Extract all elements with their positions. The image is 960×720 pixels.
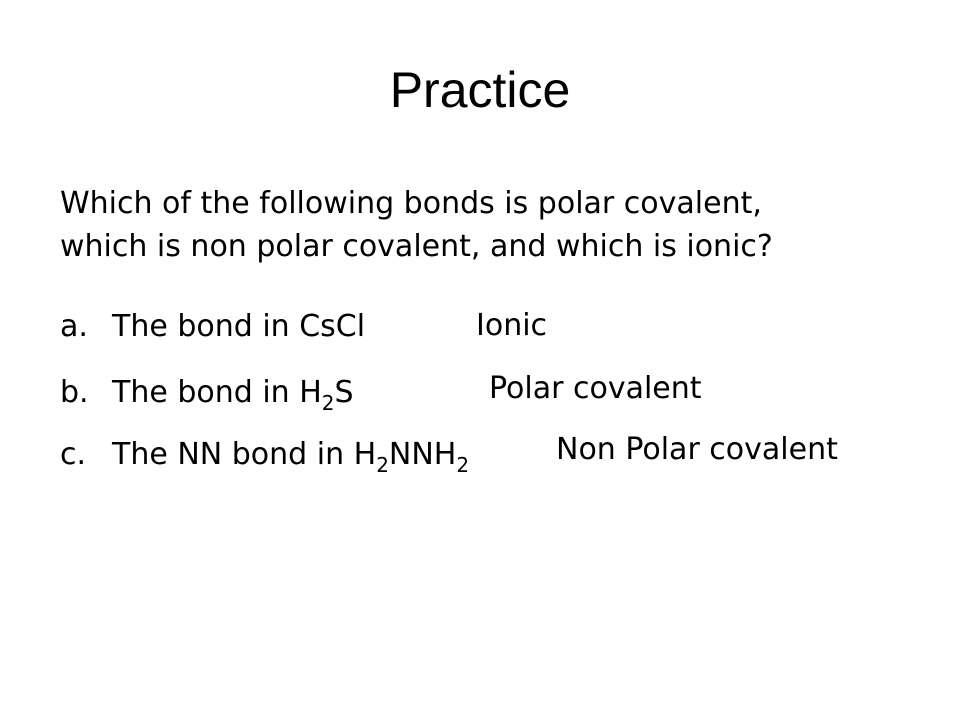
option-c-text: The NN bond in H bbox=[112, 437, 377, 472]
question-line-1: Which of the following bonds is polar covalent, bbox=[60, 186, 762, 221]
question-line-2: which is non polar covalent, and which is ionic? bbox=[60, 229, 773, 264]
answer-b: Polar covalent bbox=[489, 371, 702, 406]
option-b-letter: b. bbox=[60, 375, 89, 410]
option-a-letter: a. bbox=[60, 309, 88, 344]
option-c-letter: c. bbox=[60, 437, 87, 472]
slide-title: Practice bbox=[389, 62, 571, 118]
option-b-text-after: S bbox=[334, 375, 354, 410]
option-c bbox=[60, 436, 469, 476]
answer-a: Ionic bbox=[476, 308, 548, 343]
option-c-subscript-1: 2 bbox=[376, 453, 389, 477]
option-a bbox=[60, 308, 365, 346]
option-c-subscript-2: 2 bbox=[456, 453, 470, 477]
option-b bbox=[60, 374, 354, 414]
answer-c: Non Polar covalent bbox=[556, 432, 838, 467]
option-b-text: The bond in H bbox=[112, 375, 322, 410]
option-a-text: The bond in CsCl bbox=[112, 309, 366, 344]
option-b-subscript: 2 bbox=[321, 391, 335, 415]
question-text bbox=[60, 182, 920, 268]
option-c-text-mid: NNH bbox=[388, 437, 457, 472]
